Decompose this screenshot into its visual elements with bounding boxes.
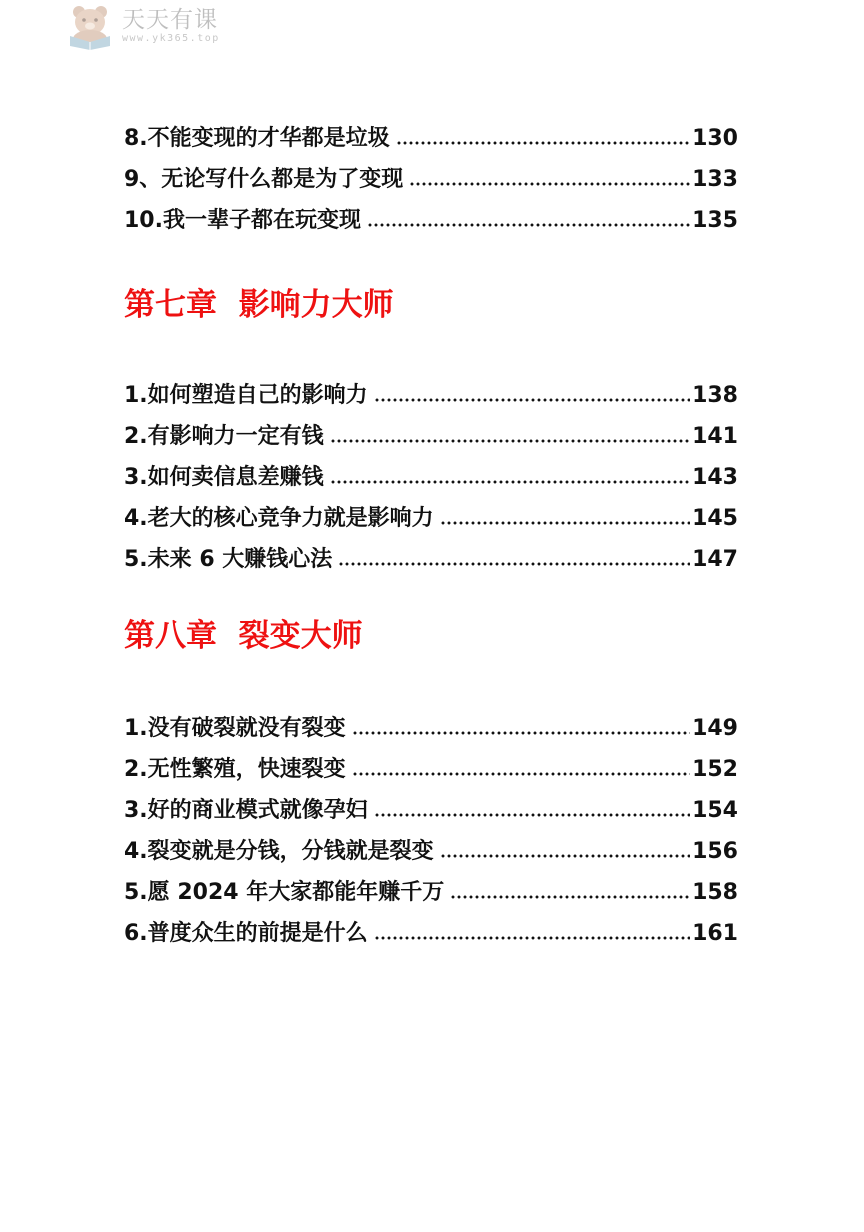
toc-entry[interactable] xyxy=(124,451,738,492)
leader-dots xyxy=(440,852,690,860)
toc-entry-page: 138 xyxy=(692,383,738,408)
toc-entry-label: 6.普度众生的前提是什么 xyxy=(124,921,368,946)
toc-entry-label: 1.如何塑造自己的影响力 xyxy=(124,383,368,408)
leader-dots xyxy=(338,560,690,568)
watermark-url: www.yk365.top xyxy=(122,33,220,44)
toc-entry[interactable] xyxy=(124,410,738,451)
toc-entry-page: 130 xyxy=(692,126,738,151)
toc-entry-label: 5.未来 6 大赚钱心法 xyxy=(124,547,333,572)
toc-entry[interactable] xyxy=(124,784,738,825)
toc-entry-label: 2.无性繁殖，快速裂变 xyxy=(124,757,346,782)
table-of-contents xyxy=(124,112,738,948)
watermark-name: 天天有课 xyxy=(122,7,218,33)
leader-dots xyxy=(409,180,690,188)
leader-dots xyxy=(352,770,690,778)
toc-entry-label: 5.愿 2024 年大家都能年赚千万 xyxy=(124,880,445,905)
leader-dots xyxy=(367,221,690,229)
leader-dots xyxy=(374,396,690,404)
toc-entry-page: 152 xyxy=(692,757,738,782)
toc-entry-label: 3.如何卖信息差赚钱 xyxy=(124,465,324,490)
toc-entry[interactable] xyxy=(124,533,738,574)
toc-entry-page: 161 xyxy=(692,921,738,946)
toc-entry-page: 156 xyxy=(692,839,738,864)
leader-dots xyxy=(374,934,690,942)
toc-entry[interactable] xyxy=(124,825,738,866)
leader-dots xyxy=(450,893,690,901)
toc-entry[interactable] xyxy=(124,369,738,410)
toc-entry-page: 141 xyxy=(692,424,738,449)
toc-entry-label: 4.裂变就是分钱，分钱就是裂变 xyxy=(124,839,434,864)
toc-entry-label: 4.老大的核心竞争力就是影响力 xyxy=(124,506,434,531)
toc-entry-page: 158 xyxy=(692,880,738,905)
toc-entry-label: 9、无论写什么都是为了变现 xyxy=(124,167,404,192)
toc-entry-label: 1.没有破裂就没有裂变 xyxy=(124,716,346,741)
chapter-7-title: 第七章 影响力大师 xyxy=(124,287,394,323)
toc-entry-page: 135 xyxy=(692,208,738,233)
bear-reading-icon xyxy=(62,2,118,50)
toc-entry-page: 145 xyxy=(692,506,738,531)
toc-entry-label: 10.我一辈子都在玩变现 xyxy=(124,208,361,233)
toc-entry-page: 149 xyxy=(692,716,738,741)
toc-entry[interactable] xyxy=(124,702,738,743)
toc-entry-label: 3.好的商业模式就像孕妇 xyxy=(124,798,368,823)
leader-dots xyxy=(374,811,690,819)
toc-entry-page: 133 xyxy=(692,167,738,192)
toc-entry[interactable] xyxy=(124,112,738,153)
toc-entry-page: 154 xyxy=(692,798,738,823)
toc-entry-page: 143 xyxy=(692,465,738,490)
toc-entry[interactable] xyxy=(124,743,738,784)
chapter-8-title: 第八章 裂变大师 xyxy=(124,618,363,654)
toc-entry-label: 8.不能变现的才华都是垃圾 xyxy=(124,126,390,151)
leader-dots xyxy=(396,139,690,147)
toc-entry[interactable] xyxy=(124,492,738,533)
toc-entry[interactable] xyxy=(124,153,738,194)
toc-entry-label: 2.有影响力一定有钱 xyxy=(124,424,324,449)
leader-dots xyxy=(330,478,690,486)
toc-entry[interactable] xyxy=(124,907,738,948)
leader-dots xyxy=(330,437,690,445)
toc-entry[interactable] xyxy=(124,866,738,907)
leader-dots xyxy=(440,519,690,527)
toc-entry-page: 147 xyxy=(692,547,738,572)
toc-entry[interactable] xyxy=(124,194,738,235)
leader-dots xyxy=(352,729,690,737)
watermark-logo xyxy=(62,2,220,50)
